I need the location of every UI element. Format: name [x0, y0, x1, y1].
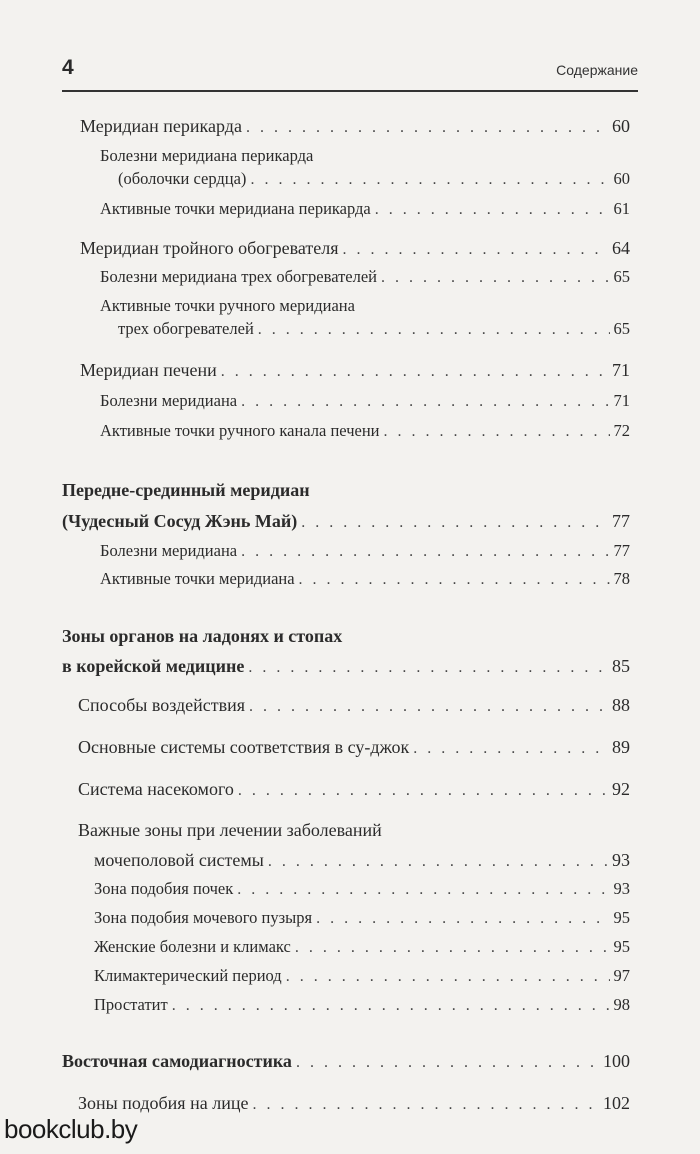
toc-entry[interactable] [100, 538, 630, 564]
leader-dots [295, 935, 610, 961]
toc-entry[interactable] [62, 508, 630, 534]
toc-page-number: 98 [613, 995, 630, 1014]
toc-entry[interactable] [100, 566, 630, 592]
leader-dots [375, 197, 610, 223]
toc-entry[interactable] [94, 934, 630, 960]
leader-dots [241, 389, 609, 415]
toc-page-number: 93 [613, 879, 630, 898]
toc-entry-label: Меридиан печени [80, 360, 217, 380]
leader-dots [246, 115, 608, 141]
leader-dots [343, 237, 608, 263]
toc-entry[interactable] [78, 692, 630, 718]
toc-page-number: 100 [603, 1051, 630, 1071]
toc-entry[interactable] [78, 776, 630, 802]
toc-entry[interactable] [80, 113, 630, 139]
leader-dots [238, 778, 608, 804]
toc-entry-label: Система насекомого [78, 779, 234, 799]
leader-dots [252, 1092, 599, 1118]
toc-page-number: 77 [613, 541, 630, 560]
toc-entry-label: (Чудесный Сосуд Жэнь Май) [62, 511, 298, 531]
leader-dots [384, 419, 610, 445]
toc-page-number: 95 [613, 937, 630, 956]
toc-entry-label: Болезни меридиана перикарда [100, 146, 314, 165]
toc-entry[interactable] [94, 963, 630, 989]
leader-dots [237, 877, 609, 903]
toc-page-number: 89 [612, 737, 630, 757]
toc-entry-label: Важные зоны при лечении заболеваний [78, 820, 382, 840]
toc-page-number: 71 [613, 391, 630, 410]
toc-entry[interactable] [94, 876, 630, 902]
toc-entry-label: Зона подобия почек [94, 879, 234, 898]
toc-entry-label: (оболочки сердца) [118, 169, 247, 188]
toc-page-number: 97 [613, 966, 630, 985]
leader-dots [172, 993, 610, 1019]
toc-entry[interactable] [80, 235, 630, 261]
toc-entry-label: трех обогревателей [118, 319, 254, 338]
leader-dots [301, 510, 608, 536]
toc-page-number: 72 [613, 421, 630, 440]
leader-dots [248, 655, 608, 681]
toc-page-number: 60 [612, 116, 630, 136]
leader-dots [250, 167, 609, 193]
toc-entry-label: Болезни меридиана [100, 541, 238, 560]
toc-entry[interactable] [100, 196, 630, 222]
toc-entry-label: Болезни меридиана [100, 391, 238, 410]
leader-dots [413, 736, 608, 762]
toc-entry[interactable] [118, 166, 630, 192]
toc-entry-label: Активные точки меридиана [100, 569, 295, 588]
leader-dots [221, 359, 608, 385]
leader-dots [316, 906, 609, 932]
page-number: 4 [62, 56, 74, 79]
watermark-text: bookclub.by [4, 1114, 138, 1144]
toc-page-number: 65 [613, 319, 630, 338]
toc-entry[interactable] [100, 264, 630, 290]
running-head: Содержание [556, 62, 638, 78]
leader-dots [268, 849, 608, 875]
toc-page-number: 60 [613, 169, 630, 188]
toc-page-number: 92 [612, 779, 630, 799]
toc-entry-label: Активные точки меридиана перикарда [100, 199, 371, 218]
toc-entry-label: Простатит [94, 995, 168, 1014]
leader-dots [296, 1050, 599, 1076]
toc-page-number: 85 [612, 656, 630, 676]
toc-entry[interactable] [94, 992, 630, 1018]
toc-entry[interactable] [62, 1048, 630, 1074]
toc-page-number: 64 [612, 238, 630, 258]
toc-entry[interactable] [94, 905, 630, 931]
toc-page-number: 78 [613, 569, 630, 588]
toc-entry-label: Активные точки ручного меридиана [100, 296, 355, 315]
toc-entry-label: Основные системы соответствия в су-джок [78, 737, 410, 757]
page-header [62, 50, 638, 92]
toc-entry-label: Зона подобия мочевого пузыря [94, 908, 313, 927]
toc-entry-label: Климактерический период [94, 966, 282, 985]
toc-page-number: 102 [603, 1093, 630, 1113]
toc-entry[interactable] [94, 847, 630, 873]
toc-entry-label: Болезни меридиана трех обогревателей [100, 267, 378, 286]
toc-page-number: 95 [613, 908, 630, 927]
toc-page-number: 93 [612, 850, 630, 870]
toc-entry-label: мочеполовой системы [94, 850, 264, 870]
toc-section-label: Передне-срединный меридиан [62, 480, 310, 500]
toc-section-label: Зоны органов на ладонях и стопах [62, 626, 343, 646]
toc-page-number: 88 [612, 695, 630, 715]
toc-entry[interactable] [78, 1090, 630, 1116]
toc-entry-label: Восточная самодиагностика [62, 1051, 292, 1071]
toc-entry[interactable] [62, 653, 630, 679]
toc-page-number: 71 [612, 360, 630, 380]
toc-page-number: 77 [612, 511, 630, 531]
toc-entry-label: в корейской медицине [62, 656, 245, 676]
toc-entry[interactable] [100, 418, 630, 444]
leader-dots [258, 317, 610, 343]
leader-dots [381, 265, 609, 291]
toc-entry[interactable] [80, 357, 630, 383]
toc-entry-label: Женские болезни и климакс [94, 937, 291, 956]
leader-dots [299, 567, 610, 593]
toc-entry-label: Меридиан тройного обогревателя [80, 238, 339, 258]
toc-entry[interactable] [78, 734, 630, 760]
leader-dots [249, 694, 608, 720]
toc-entry-label: Зоны подобия на лице [78, 1093, 249, 1113]
leader-dots [241, 539, 609, 565]
toc-entry[interactable] [118, 316, 630, 342]
leader-dots [286, 964, 610, 990]
toc-page-number: 65 [613, 267, 630, 286]
toc-entry[interactable] [100, 388, 630, 414]
toc-page-number: 61 [613, 199, 630, 218]
toc-entry-label: Меридиан перикарда [80, 116, 242, 136]
toc-entry-label: Способы воздействия [78, 695, 246, 715]
toc-entry-label: Активные точки ручного канала печени [100, 421, 380, 440]
